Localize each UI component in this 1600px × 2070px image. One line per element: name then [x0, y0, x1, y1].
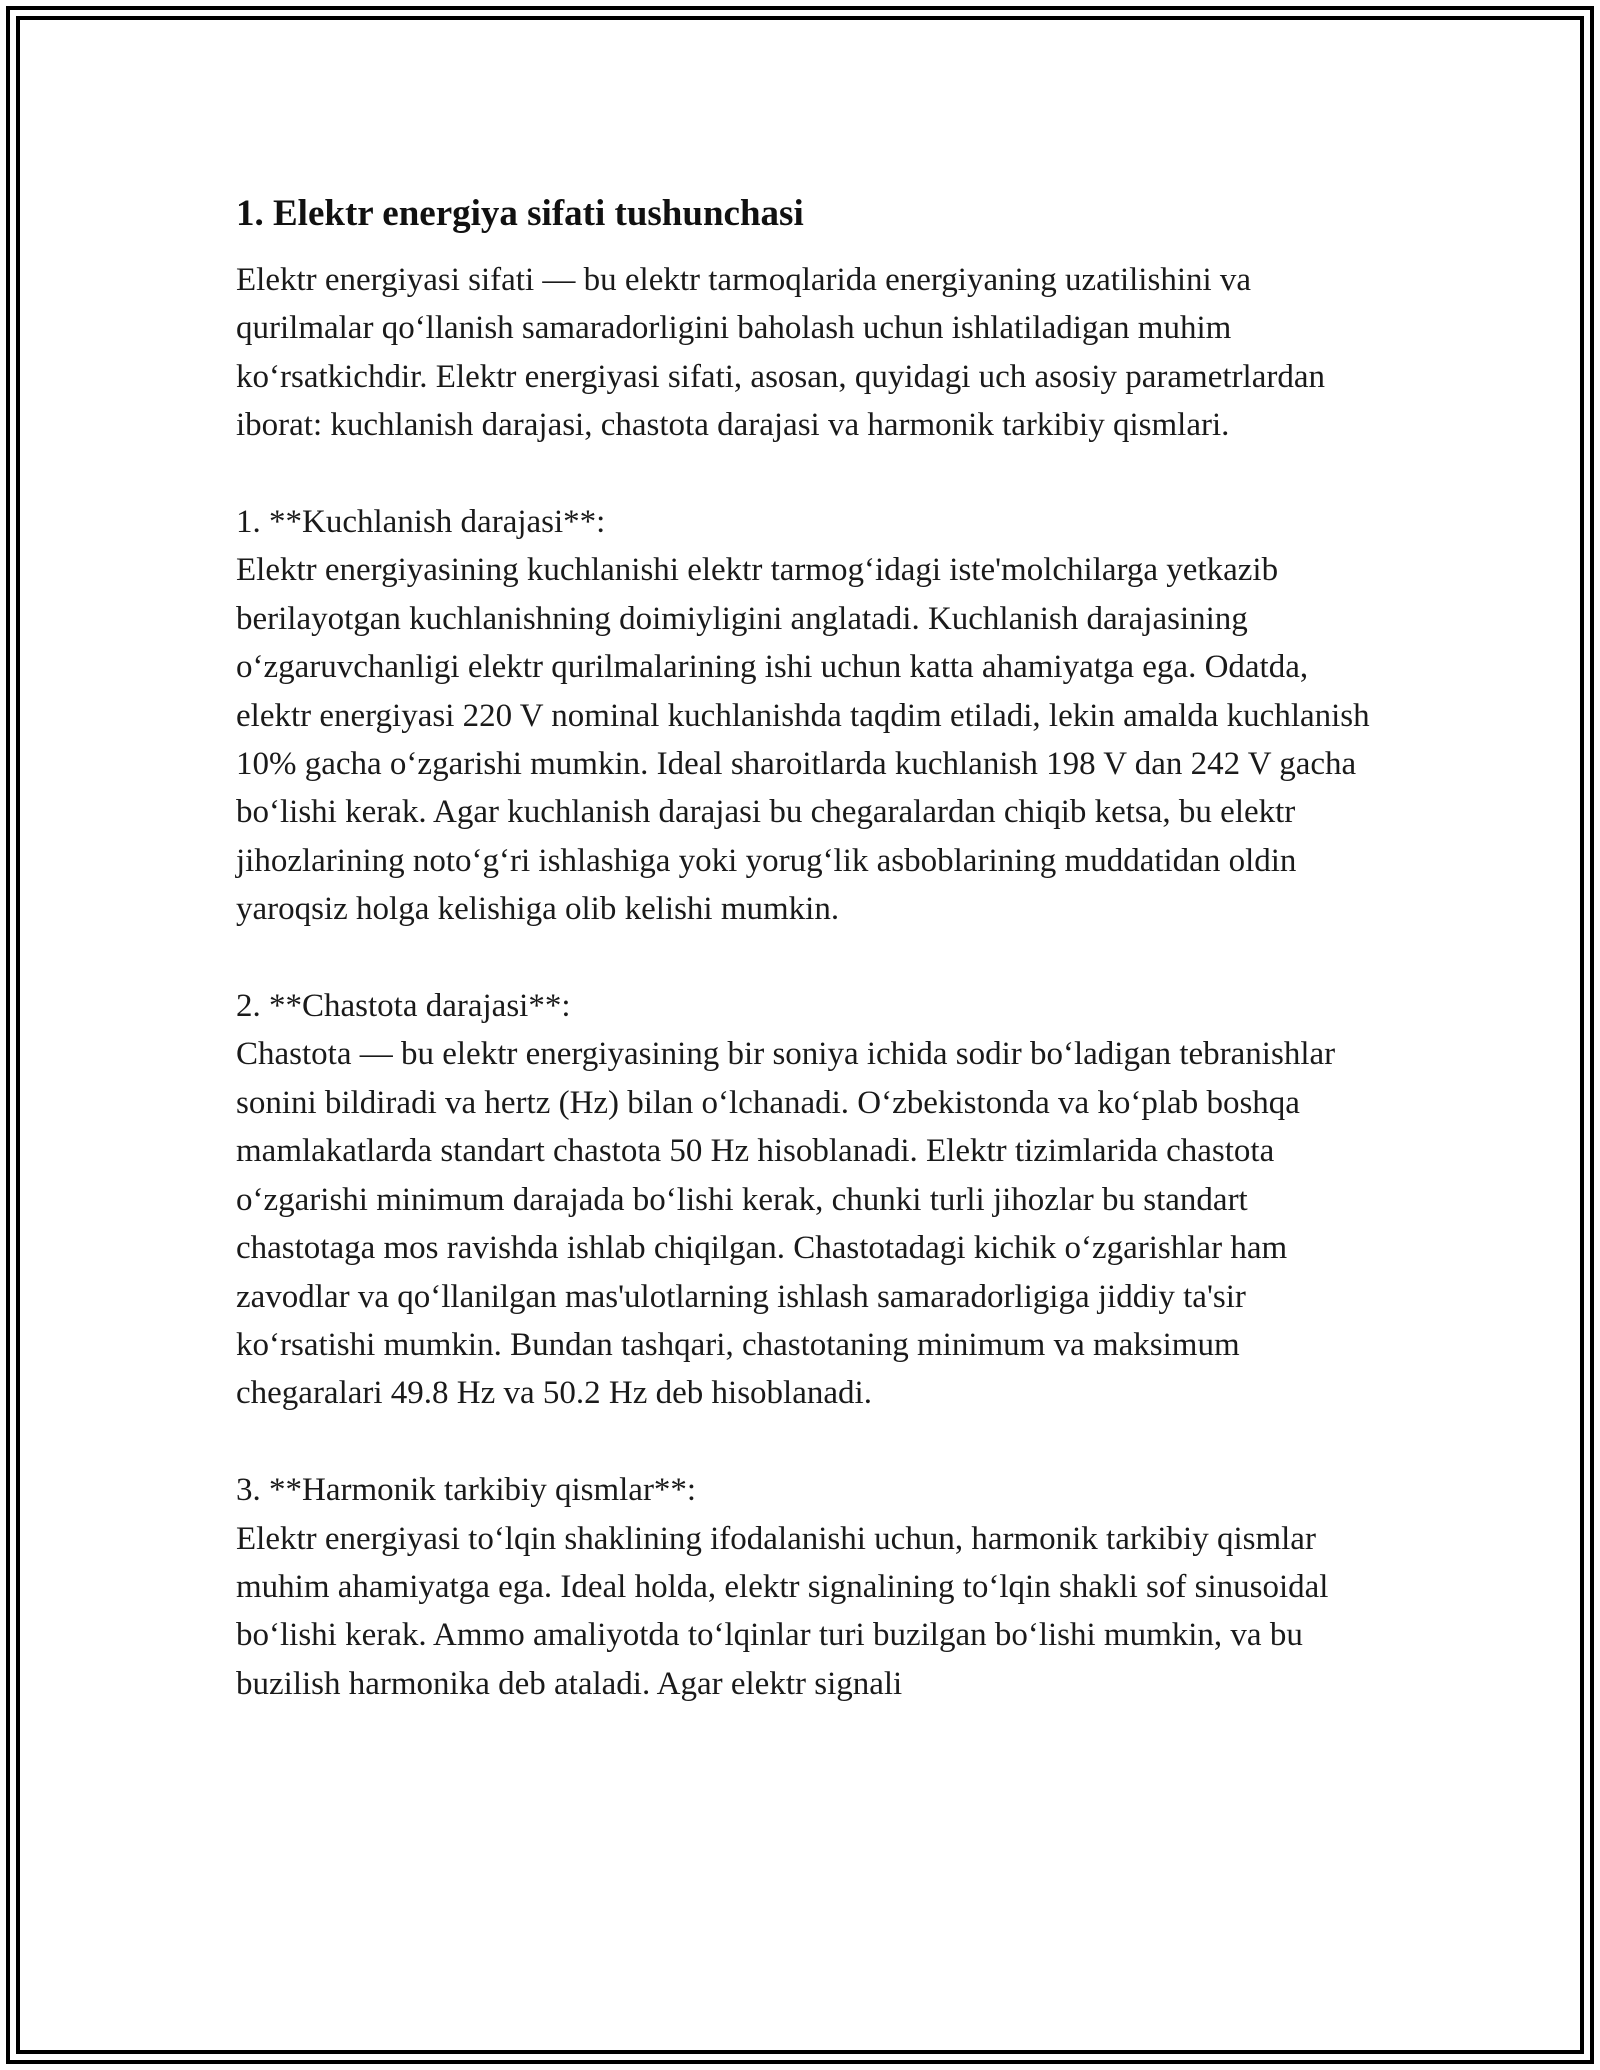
frequency-section-title: 2. **Chastota darajasi**: [236, 988, 571, 1025]
intro-paragraph: Elektr energiyasi sifati — bu elektr tarmoqlarida energiyaning uzatilishini va qurilmalar qo‘llanish samaradorligini baholash uchun ishlatiladigan muhim ko‘rsatkichdir. Elektr energiyasi sifati, asosan, quyidagi uch asosiy parametrlardan iborat: kuchlanish darajasi, chastota darajasi va harmonik tarkibiy qismlari. [236, 262, 1334, 444]
document-content [236, 186, 1376, 1708]
voltage-section-title: 1. **Kuchlanish darajasi**: [236, 504, 606, 541]
section-heading: 1. Elektr energiya sifati tushunchasi [236, 193, 804, 234]
harmonics-section-body: Elektr energiyasi to‘lqin shaklining ifodalanishi uchun, harmonik tarkibiy qismlar muhim ahamiyatga ega. Ideal holda, elektr signalining to‘lqin shakli sof sinusoidal bo‘lishi kerak. Ammo amaliyotda to‘lqinlar turi buzilgan bo‘lishi mumkin, va bu buzilish harmonika deb ataladi. Agar elektr signali [236, 1520, 1337, 1702]
harmonics-section-title: 3. **Harmonik tarkibiy qismlar**: [236, 1472, 697, 1509]
paragraph-gap [236, 934, 1376, 982]
paragraph-gap [236, 450, 1376, 498]
voltage-section-body: Elektr energiyasining kuchlanishi elektr tarmog‘idagi iste'molchilarga yetkazib berilayotgan kuchlanishning doimiyligini anglatadi. Kuchlanish darajasining o‘zgaruvchanligi elektr qurilmalarining ishi uchun katta ahamiyatga ega. Odatda, elektr energiyasi 220 V nominal kuchlanishda taqdim etiladi, lekin amalda kuchlanish 10% gacha o‘zgarishi mumkin. Ideal sharoitlarda kuchlanish 198 V dan 242 V gacha bo‘lishi kerak. Agar kuchlanish darajasi bu chegaralardan chiqib ketsa, bu elektr jihozlarining noto‘g‘ri ishlashiga yoki yorug‘lik asboblarining muddatidan oldin yaroqsiz holga kelishiga olib kelishi mumkin. [236, 552, 1378, 928]
frequency-section-body: Chastota — bu elektr energiyasining bir soniya ichida sodir bo‘ladigan tebranishlar sonini bildiradi va hertz (Hz) bilan o‘lchanadi. O‘zbekistonda va ko‘plab boshqa mamlakatlarda standart chastota 50 Hz hisoblanadi. Elektr tizimlarida chastota o‘zgarishi minimum darajada bo‘lishi kerak, chunki turli jihozlar bu standart chastotaga mos ravishda ishlab chiqilgan. Chastotadagi kichik o‘zgarishlar ham zavodlar va qo‘llanilgan mas'ulotlarning ishlash samaradorligiga jiddiy ta'sir ko‘rsatishi mumkin. Bundan tashqari, chastotaning minimum va maksimum chegaralari 49.8 Hz va 50.2 Hz deb hisoblanadi. [236, 1036, 1344, 1412]
paragraph-gap [236, 1418, 1376, 1466]
